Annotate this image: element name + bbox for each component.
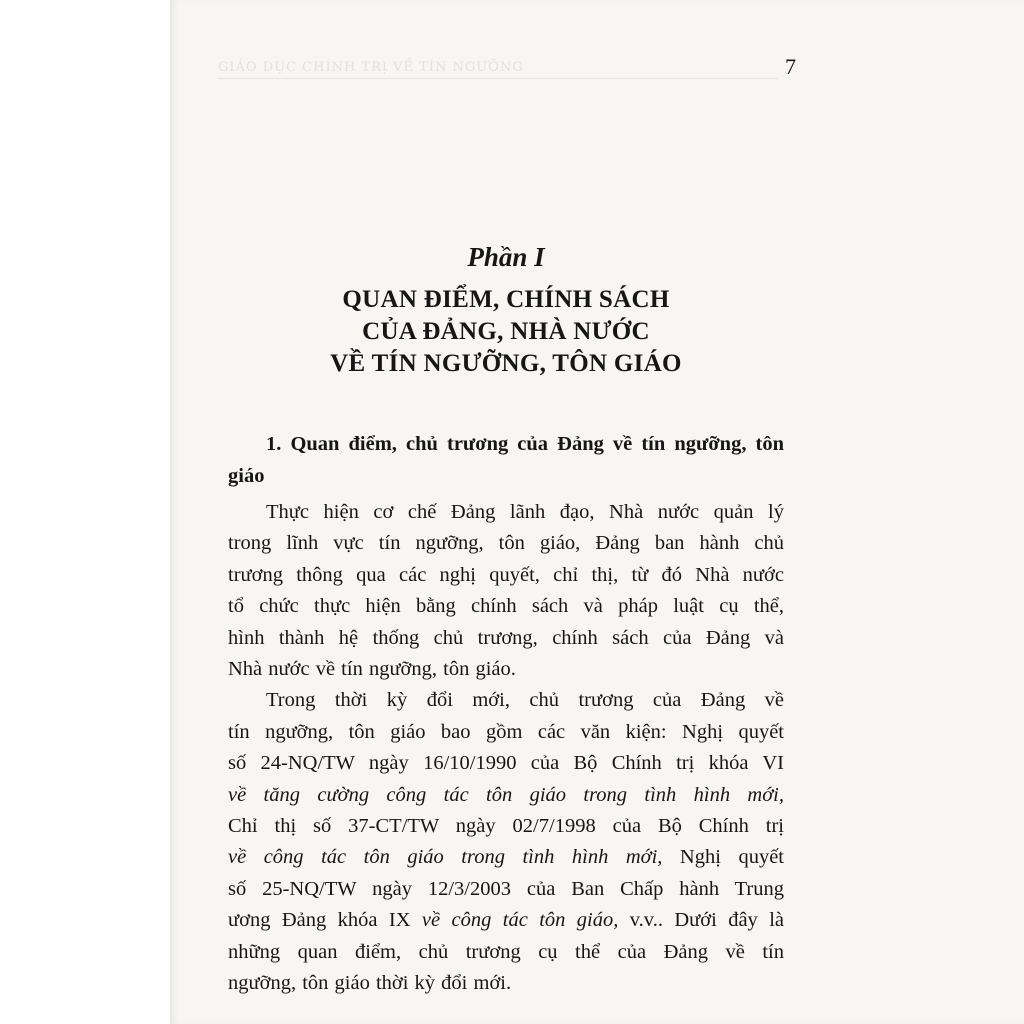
text-line: Trong thời kỳ đổi mới, chủ trương của Đảng về — [266, 689, 784, 712]
text-line — [228, 905, 784, 936]
text-line — [228, 842, 784, 873]
paragraph-2 — [228, 685, 784, 999]
text-segment: Nghị quyết — [662, 846, 784, 869]
text-line: tổ chức thực hiện bằng chính sách và pháp luật cụ thể, — [228, 595, 784, 618]
paragraph-1 — [228, 497, 784, 685]
text-line: Thực hiện cơ chế Đảng lãnh đạo, Nhà nước quản lý — [266, 501, 784, 523]
text-line: trong lĩnh vực tín ngưỡng, tôn giáo, Đảng ban hành chủ — [228, 532, 784, 555]
italic-title: về công tác tôn giáo trong tình hình mới, — [228, 846, 663, 869]
text-line: số 24-NQ/TW ngày 16/10/1990 của Bộ Chính trị khóa VI — [228, 752, 784, 775]
italic-title: về tăng cường công tác tôn giáo trong tình hình mới, — [228, 783, 784, 806]
text-line: tín ngưỡng, tôn giáo bao gồm các văn kiện: Nghị quyết — [228, 720, 784, 743]
text-line: ngưỡng, tôn giáo thời kỳ đổi mới. — [228, 972, 512, 995]
text-line: trương thông qua các nghị quyết, chỉ thị, từ đó Nhà nước — [228, 563, 784, 586]
body-text — [228, 497, 784, 1000]
page-number: 7 — [785, 54, 796, 79]
running-head: GIÁO DỤC CHÍNH TRỊ VỀ TÍN NGƯỠNG — [218, 60, 524, 75]
section-heading: 1. Quan điểm, chủ trương của Đảng về tín ngưỡng, tôn giáo — [228, 433, 784, 487]
part-title-line: CỦA ĐẢNG, NHÀ NƯỚC — [362, 318, 650, 345]
text-segment: ương Đảng khóa IX — [228, 909, 422, 932]
part-title — [228, 284, 784, 380]
part-title-line: QUAN ĐIỂM, CHÍNH SÁCH — [342, 286, 670, 313]
text-line: Nhà nước về tín ngưỡng, tôn giáo. — [228, 658, 516, 681]
text-line: Chỉ thị số 37-CT/TW ngày 02/7/1998 của Bộ Chính trị — [228, 815, 784, 838]
text-segment: v.v.. Dưới đây là — [618, 909, 784, 932]
text-line: những quan điểm, chủ trương cụ thể của Đảng về tín — [228, 940, 784, 963]
part-label: Phần I — [467, 242, 545, 272]
header-rule — [218, 78, 778, 79]
part-title-line: VỀ TÍN NGƯỠNG, TÔN GIÁO — [330, 350, 682, 377]
text-line: hình thành hệ thống chủ trương, chính sách của Đảng và — [228, 626, 784, 649]
text-line: số 25-NQ/TW ngày 12/3/2003 của Ban Chấp hành Trung — [228, 877, 784, 900]
italic-title: về công tác tôn giáo, — [421, 909, 619, 932]
text-line — [228, 780, 784, 811]
